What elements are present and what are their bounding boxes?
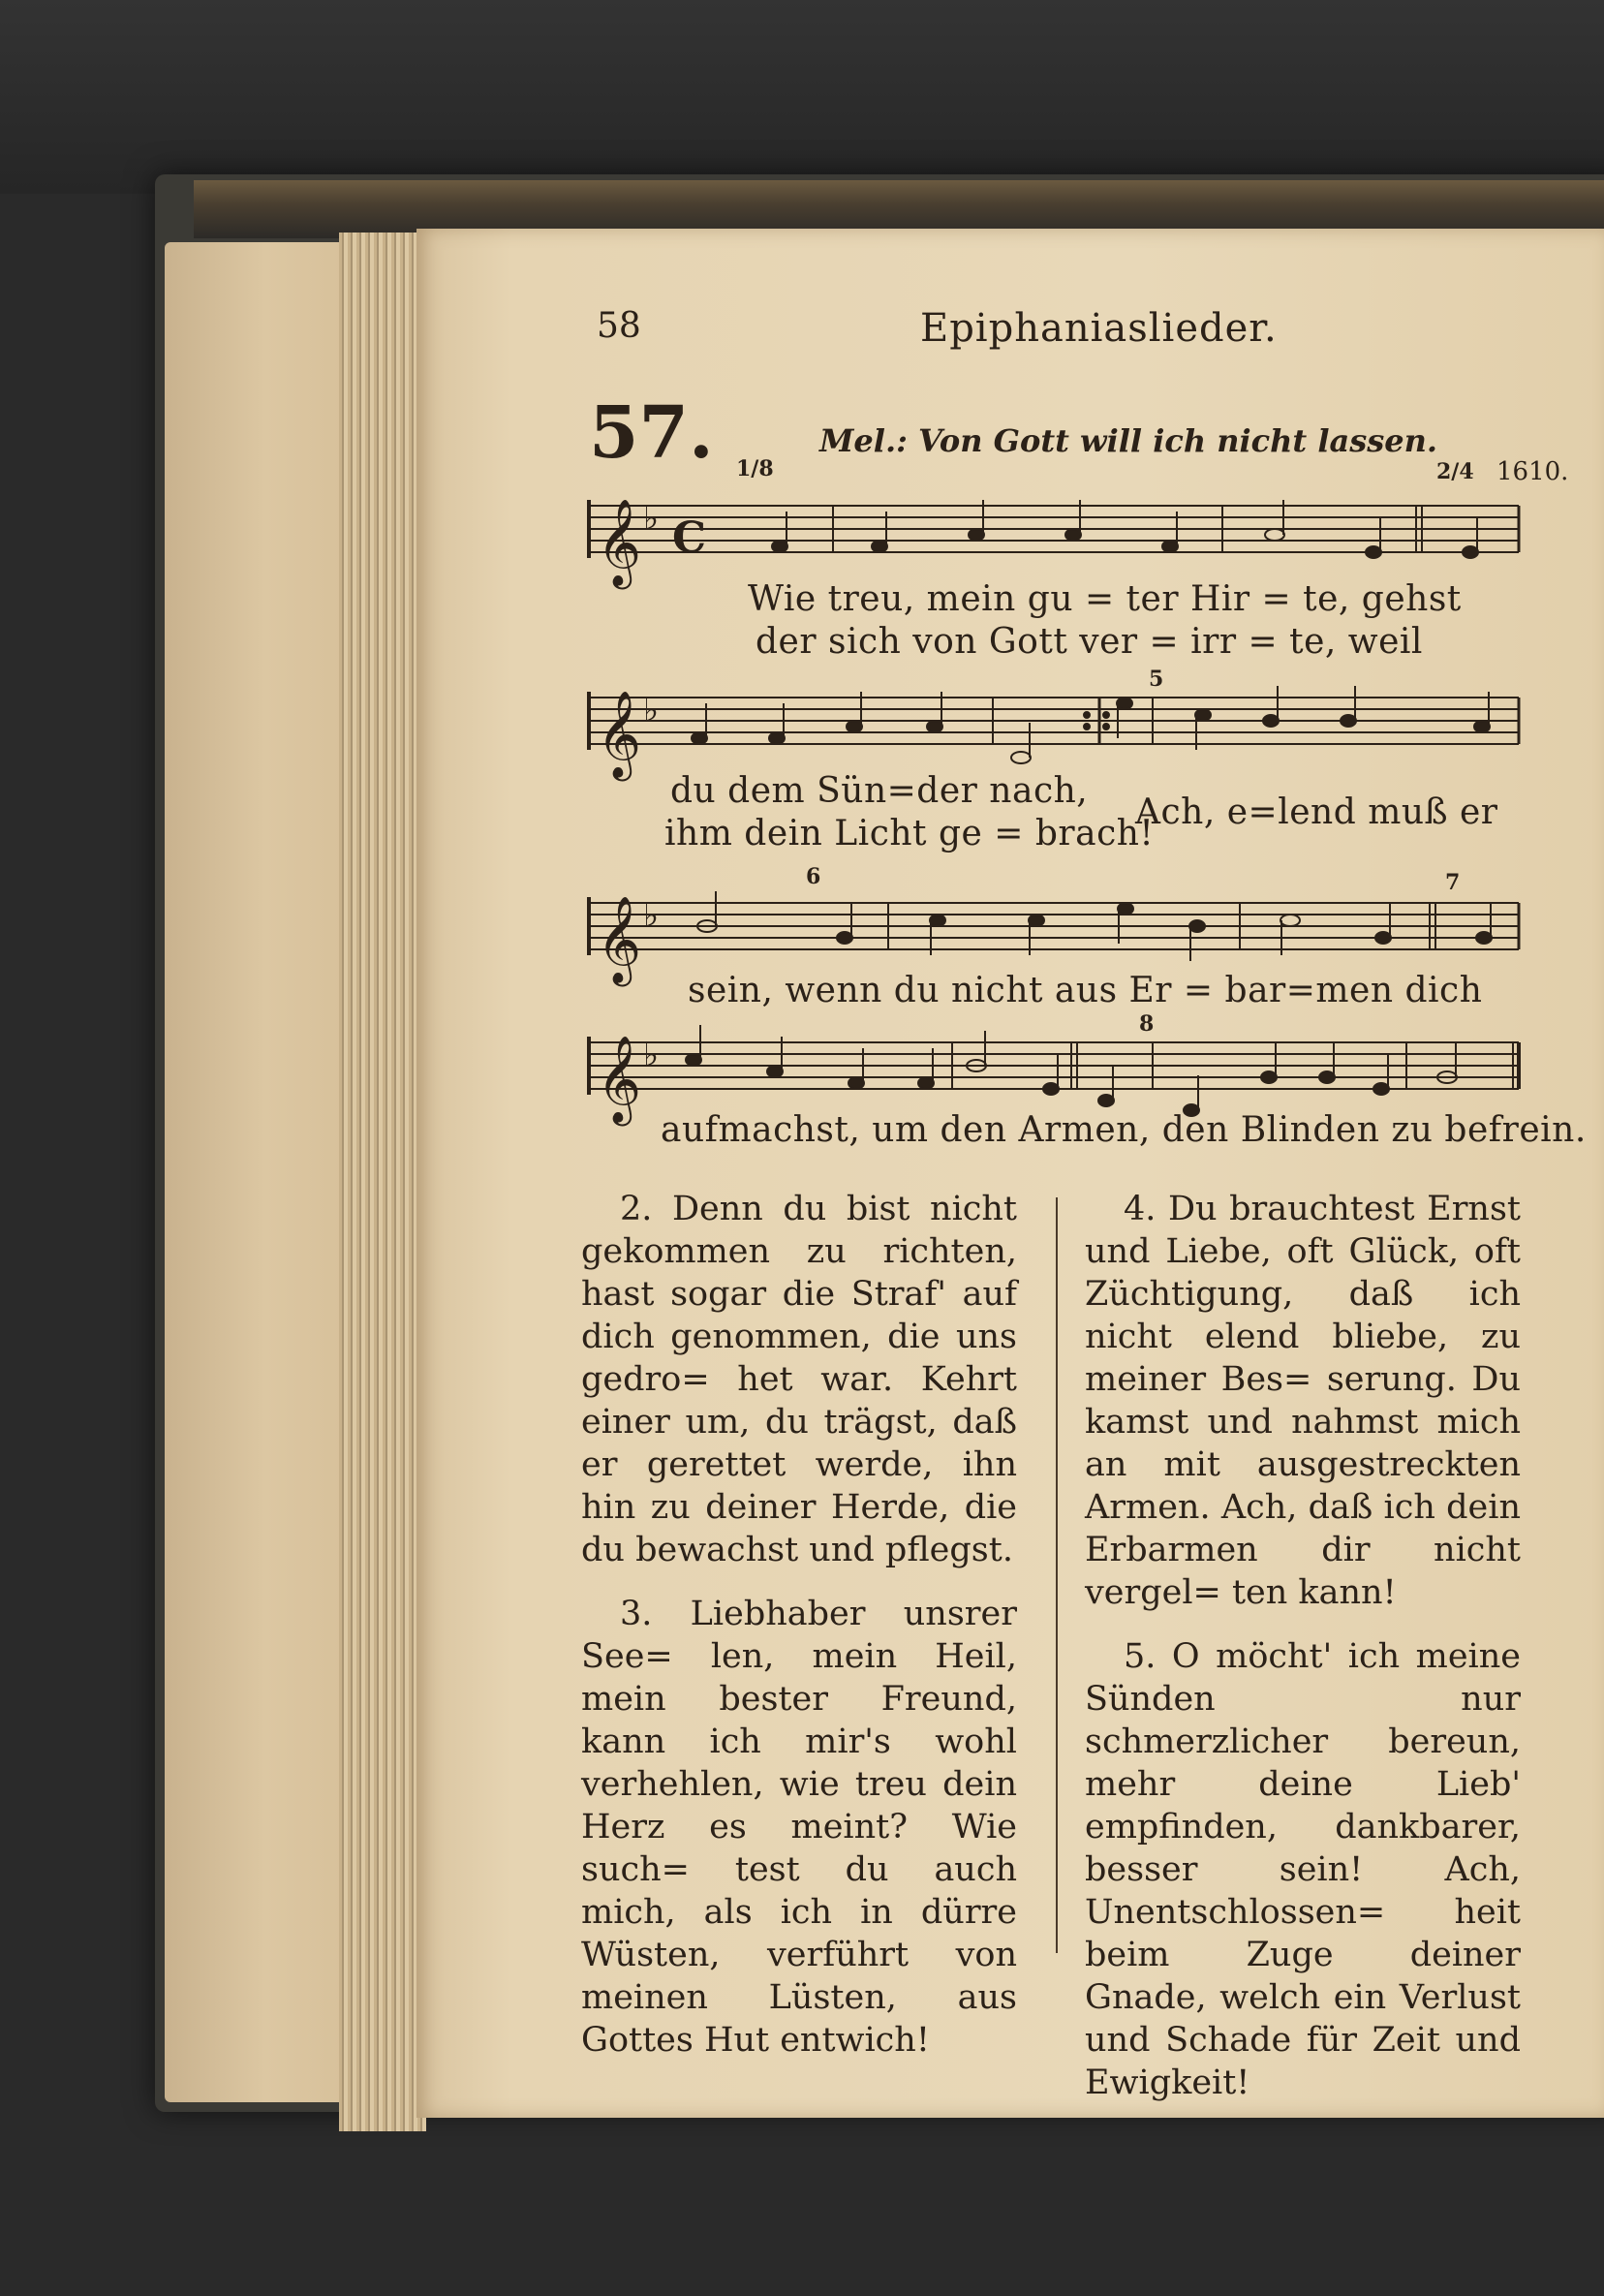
measure-number-5: 5	[1149, 667, 1164, 692]
page-edges	[339, 233, 426, 2131]
time-mark-start: 1/8	[736, 456, 774, 481]
verse-column-left	[581, 1188, 1017, 2083]
measure-number-6: 6	[806, 864, 821, 889]
lyric-line-2c: Ach, e=lend muß er	[1135, 792, 1498, 832]
svg-text:𝄞: 𝄞	[597, 691, 642, 778]
page-content	[416, 229, 1604, 2118]
svg-text:♭: ♭	[643, 691, 660, 729]
background	[0, 0, 1604, 194]
lyric-line-3: sein, wenn du nicht aus Er = bar=men dich	[688, 971, 1483, 1010]
book-page	[416, 229, 1604, 2118]
svg-text:𝄞: 𝄞	[597, 896, 642, 983]
melody-reference: Mel.: Von Gott will ich nicht lassen.	[819, 422, 1438, 459]
treble-clefs	[597, 499, 641, 1127]
verse-column-right	[1085, 1188, 1521, 2125]
svg-text:𝄞: 𝄞	[597, 1036, 642, 1123]
melody-year: 1610.	[1496, 457, 1569, 486]
svg-text:♭: ♭	[643, 1036, 660, 1074]
time-mark-change: 2/4	[1436, 459, 1474, 484]
verse-3: 3. Liebhaber unsrer See= len, mein Heil, mein bester Freund, kann ich mir's wohl verhehlen, wie treu dein Herz es meint? Wie such= test du auch mich, als ich in dürre Wüsten, verführt von meinen Lüsten, aus Gottes Hut entwich!	[581, 1595, 1017, 2060]
column-divider	[1056, 1197, 1058, 1953]
svg-text:𝄞: 𝄞	[597, 499, 642, 586]
measure-number-8: 8	[1139, 1011, 1155, 1037]
hymn-number: 57.	[589, 391, 714, 475]
verse-2: 2. Denn du bist nicht gekommen zu richten, hast sogar die Straf' auf dich genommen, die uns gedro= het war. Kehrt einer um, du trägst, daß er gerettet werde, ihn hin zu deiner Herde, die du bewachst und pflegst.	[581, 1190, 1017, 1569]
lyric-line-2a: du dem Sün=der nach,	[670, 771, 1089, 811]
staff-2	[589, 692, 1519, 750]
page-number: 58	[597, 306, 641, 346]
lyric-line-1b: der sich von Gott ver = irr = te, weil	[756, 622, 1423, 662]
verse-5: 5. O möcht' ich meine Sünden nur schmerzlicher bereun, mehr deine Lieb' empfinden, dankbarer, besser sein! Ach, Unentschlossen= heit beim Zuge deiner Gnade, welch ein Verlust und Schade für Zeit und Ewigkeit!	[1085, 1637, 1521, 2102]
lyric-line-4: aufmachst, um den Armen, den Blinden zu befrein.	[661, 1110, 1587, 1150]
running-title: Epiphaniaslieder.	[920, 306, 1278, 351]
svg-text:C: C	[672, 513, 707, 563]
measure-number-7: 7	[1445, 870, 1461, 895]
lyric-line-1a: Wie treu, mein gu = ter Hir = te, gehst	[748, 579, 1462, 619]
svg-text:♭: ♭	[643, 896, 660, 935]
svg-text:♭: ♭	[643, 499, 660, 538]
lyric-line-2b: ihm dein Licht ge = brach!	[664, 814, 1155, 853]
verse-4: 4. Du brauchtest Ernst und Liebe, oft Glück, oft Züchtigung, daß ich nicht elend bliebe, zu meiner Bes= serung. Du kamst und nahmst mich an mit ausgestreckten Armen. Ach, daß ich dein Erbarmen dir nicht vergel= ten kann!	[1085, 1190, 1521, 1612]
staff-3	[589, 897, 1519, 955]
